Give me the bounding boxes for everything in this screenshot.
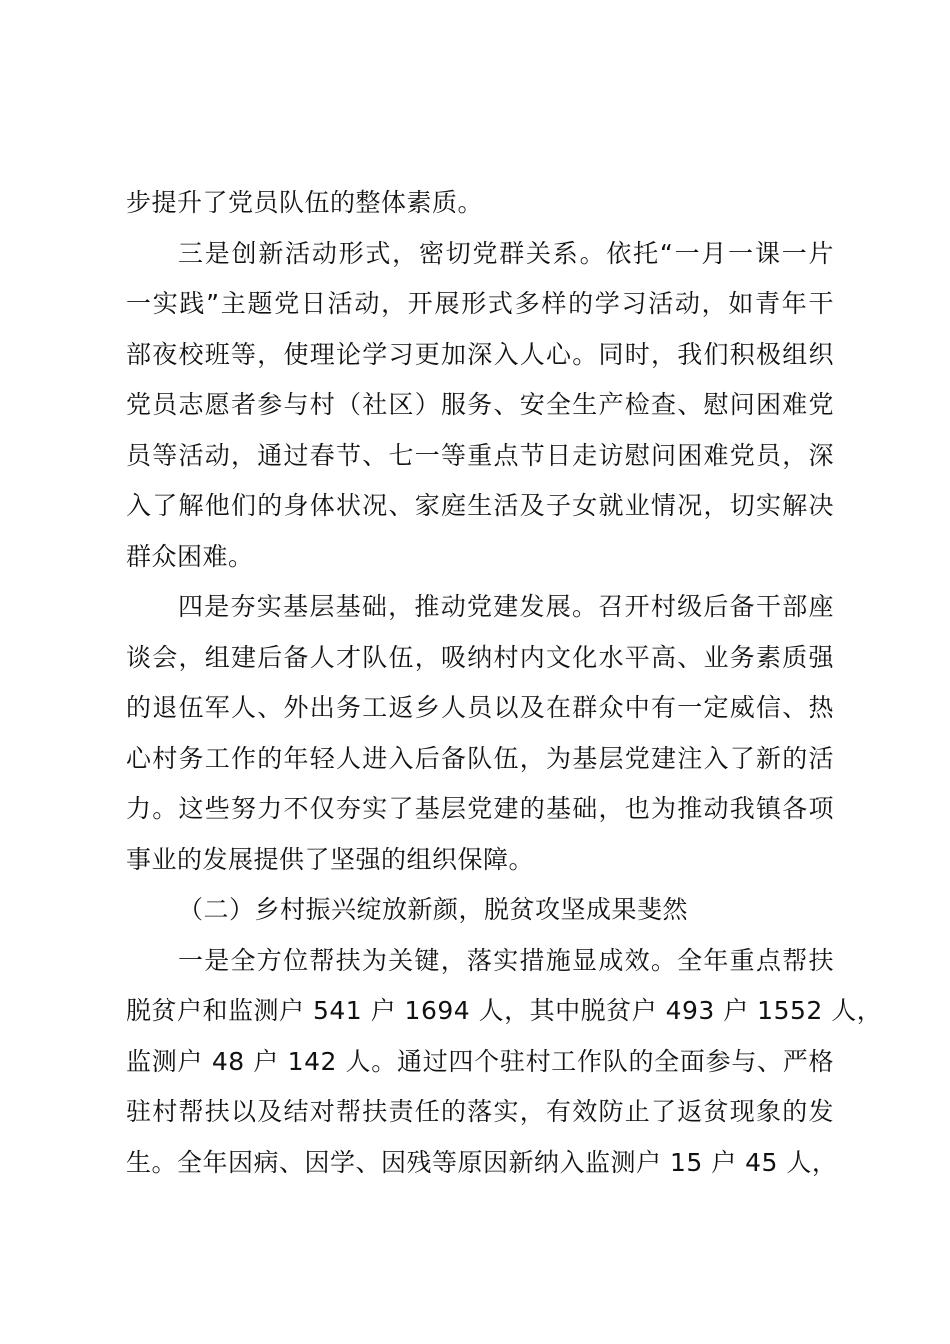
text-line: 四是夯实基层基础，推动党建发展。召开村级后备干部座 [178, 592, 834, 621]
text-line: 谈会，组建后备人才队伍，吸纳村内文化水平高、业务素质强 [126, 642, 834, 672]
document-body [126, 178, 883, 1188]
text-line: 的退伍军人、外出务工返乡人员以及在群众中有一定威信、热 [126, 693, 834, 722]
text-line: 党员志愿者参与村（社区）服务、安全生产检查、慰问困难党 [126, 390, 834, 419]
text-line: 员等活动，通过春节、七一等重点节日走访慰问困难党员，深 [126, 440, 834, 470]
text-line: 群众困难。 [126, 541, 254, 571]
text-line: 入了解他们的身体状况、家庭生活及子女就业情况，切实解决 [126, 491, 834, 520]
text-line: 三是创新活动形式，密切党群关系。依托“一月一课一片 [178, 238, 834, 268]
section-heading: （二）乡村振兴绽放新颜，脱贫攻坚成果斐然 [178, 895, 689, 924]
text-line: 力。这些努力不仅夯实了基层党建的基础，也为推动我镇各项 [126, 794, 834, 823]
text-line: 步提升了党员队伍的整体素质。 [126, 188, 484, 217]
text-line: 一实践”主题党日活动，开展形式多样的学习活动，如青年干 [126, 289, 834, 318]
text-line: 部夜校班等，使理论学习更加深入人心。同时，我们积极组织 [126, 339, 834, 369]
text-line: 生。全年因病、因学、因残等原因新纳入监测户 15 户 45 人， [126, 1147, 838, 1177]
text-line: 事业的发展提供了坚强的组织保障。 [126, 844, 535, 874]
text-line: 驻村帮扶以及结对帮扶责任的落实，有效防止了返贫现象的发 [126, 1097, 834, 1126]
text-line: 脱贫户和监测户 541 户 1694 人，其中脱贫户 493 户 1552 人， [126, 996, 883, 1025]
text-line: 监测户 48 户 142 人。通过四个驻村工作队的全面参与、严格 [126, 1046, 834, 1076]
text-line: 心村务工作的年轻人进入后备队伍，为基层党建注入了新的活 [126, 743, 834, 773]
text-line: 一是全方位帮扶为关键，落实措施显成效。全年重点帮扶 [178, 945, 834, 975]
